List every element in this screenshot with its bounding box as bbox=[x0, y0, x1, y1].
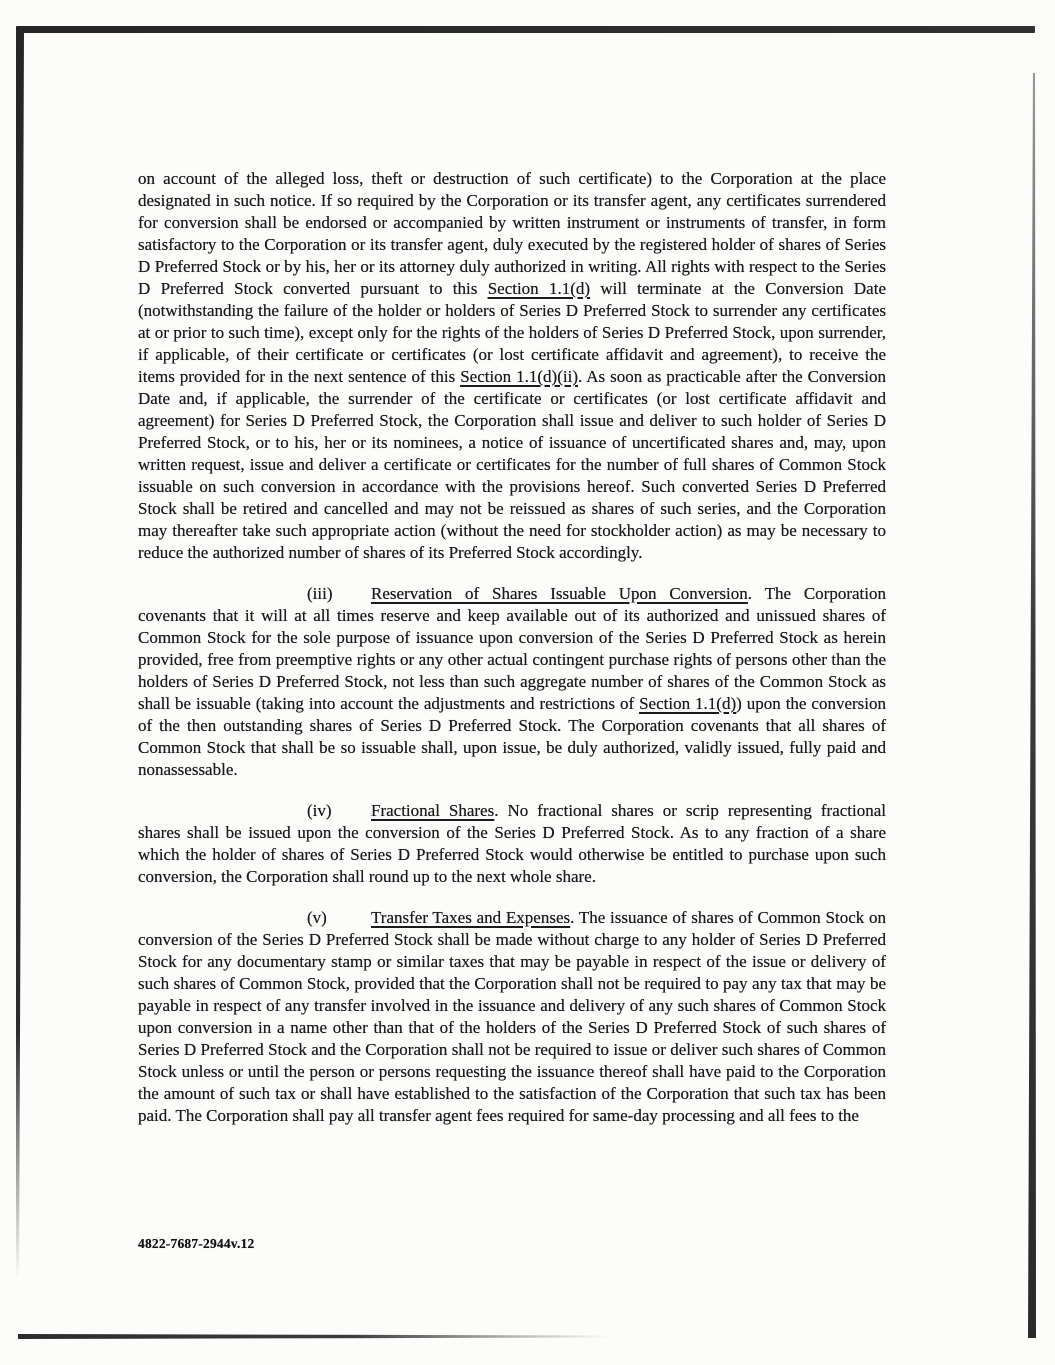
scan-edge-right bbox=[1028, 73, 1036, 1338]
scan-edge-top bbox=[16, 26, 1035, 33]
underlined-heading-text: Section 1.1(d) bbox=[639, 694, 737, 713]
text-run: . No fractional shares or scrip representing fractional shares shall be issued upon the conversion of the Series D Preferred Stock. As to any fraction of a share which the holder of shares of Series D Preferred Stock would otherwise be entitled to purchase upon such conversion, the Corporation shall round up to the next whole share. bbox=[138, 801, 886, 886]
paragraph-section-iii-reservation-of-shares bbox=[138, 583, 886, 781]
scan-edge-left bbox=[16, 28, 24, 1280]
underlined-heading-text: Reservation of Shares Issuable Upon Conversion bbox=[371, 584, 748, 603]
underlined-heading-text: Section 1.1(d)(ii) bbox=[460, 367, 578, 386]
text-run: . As soon as practicable after the Conversion Date and, if applicable, the surrender of the certificate or certificates (or lost certificate affidavit and agreement) for Series D Preferred Stock, the Corporation shall issue and deliver to such holder of Series D Preferred Stock, or to his, her or its nominees, a notice of issuance of uncertificated shares and, may, upon written request, issue and deliver a certificate or certificates for the number of full shares of Common Stock issuable on such conversion in accordance with the provisions hereof. Such converted Series D Preferred Stock shall be retired and cancelled and may not be reissued as shares of such series, and the Corporation may thereafter take such appropriate action (without the need for stockholder action) as may be necessary to reduce the authorized number of shares of its Preferred Stock accordingly. bbox=[138, 367, 886, 562]
section-number: (v) bbox=[307, 908, 327, 927]
underlined-heading-text: Section 1.1(d) bbox=[487, 279, 591, 298]
paragraph-section-v-transfer-taxes bbox=[138, 907, 886, 1127]
underlined-heading-text: Fractional Shares bbox=[371, 801, 495, 820]
text-run: ) upon the conversion of the then outstanding shares of Series D Preferred Stock. The Corporation covenants that all shares of Common Stock that shall be so issuable shall, upon issue, be duly authorized, validly issued, fully paid and nonassessable. bbox=[138, 694, 887, 779]
document-body bbox=[138, 168, 886, 1146]
text-run: . The issuance of shares of Common Stock on conversion of the Series D Preferred Stock shall be made without charge to any holder of Series D Preferred Stock for any documentary stamp or similar taxes that may be payable in respect of the issue or delivery of such shares of Common Stock, provided that the Corporation shall not be required to pay any tax that may be payable in respect of any transfer involved in the issuance and delivery of any such shares of Common Stock upon conversion in a name other than that of the holders of the Series D Preferred Stock of such shares of Series D Preferred Stock and the Corporation shall not be required to issue or deliver such shares of Common Stock unless or until the person or persons requesting the issuance thereof shall have paid to the Corporation the amount of such tax or shall have established to the satisfaction of the Corporation that such tax has been paid. The Corporation shall pay all transfer agent fees required for same-day processing and all fees to the bbox=[138, 908, 887, 1125]
paragraph-conversion-continuation bbox=[138, 168, 886, 564]
paragraph-section-iv-fractional-shares bbox=[138, 800, 886, 888]
section-number: (iv) bbox=[307, 801, 332, 820]
document-control-number: 4822-7687-2944v.12 bbox=[138, 1236, 255, 1251]
text-run: will terminate at the Conversion Date (notwithstanding the failure of the holder or holders of Series D Preferred Stock to surrender any certificates at or prior to such time), except only for the rights of the holders of Series D Preferred Stock, upon surrender, if applicable, of their certificate or certificates (or lost certificate affidavit and agreement), to receive the items provided for in the next sentence of this bbox=[138, 279, 886, 386]
underlined-heading-text: Transfer Taxes and Expenses bbox=[371, 908, 571, 927]
section-number: (iii) bbox=[307, 584, 333, 603]
text-run: . The Corporation covenants that it will at all times reserve and keep available out of its authorized and unissued shares of Common Stock for the sole purpose of issuance upon conversion of the Series D Preferred Stock as herein provided, free from preemptive rights or any other actual contingent purchase rights of persons other than the holders of Series D Preferred Stock, not less than such aggregate number of shares of the Common Stock as shall be issuable (taking into account the adjustments and restrictions of bbox=[138, 584, 886, 713]
scan-edge-bottom bbox=[18, 1334, 628, 1339]
text-run: on account of the alleged loss, theft or destruction of such certificate) to the Corporation at the place designated in such notice. If so required by the Corporation or its transfer agent, any certificates surrendered for conversion shall be endorsed or accompanied by written instrument or instruments of transfer, in form satisfactory to the Corporation or its transfer agent, duly executed by the registered holder of shares of Series D Preferred Stock or by his, her or its attorney duly authorized in writing. All rights with respect to the Series D Preferred Stock converted pursuant to this bbox=[138, 169, 886, 298]
